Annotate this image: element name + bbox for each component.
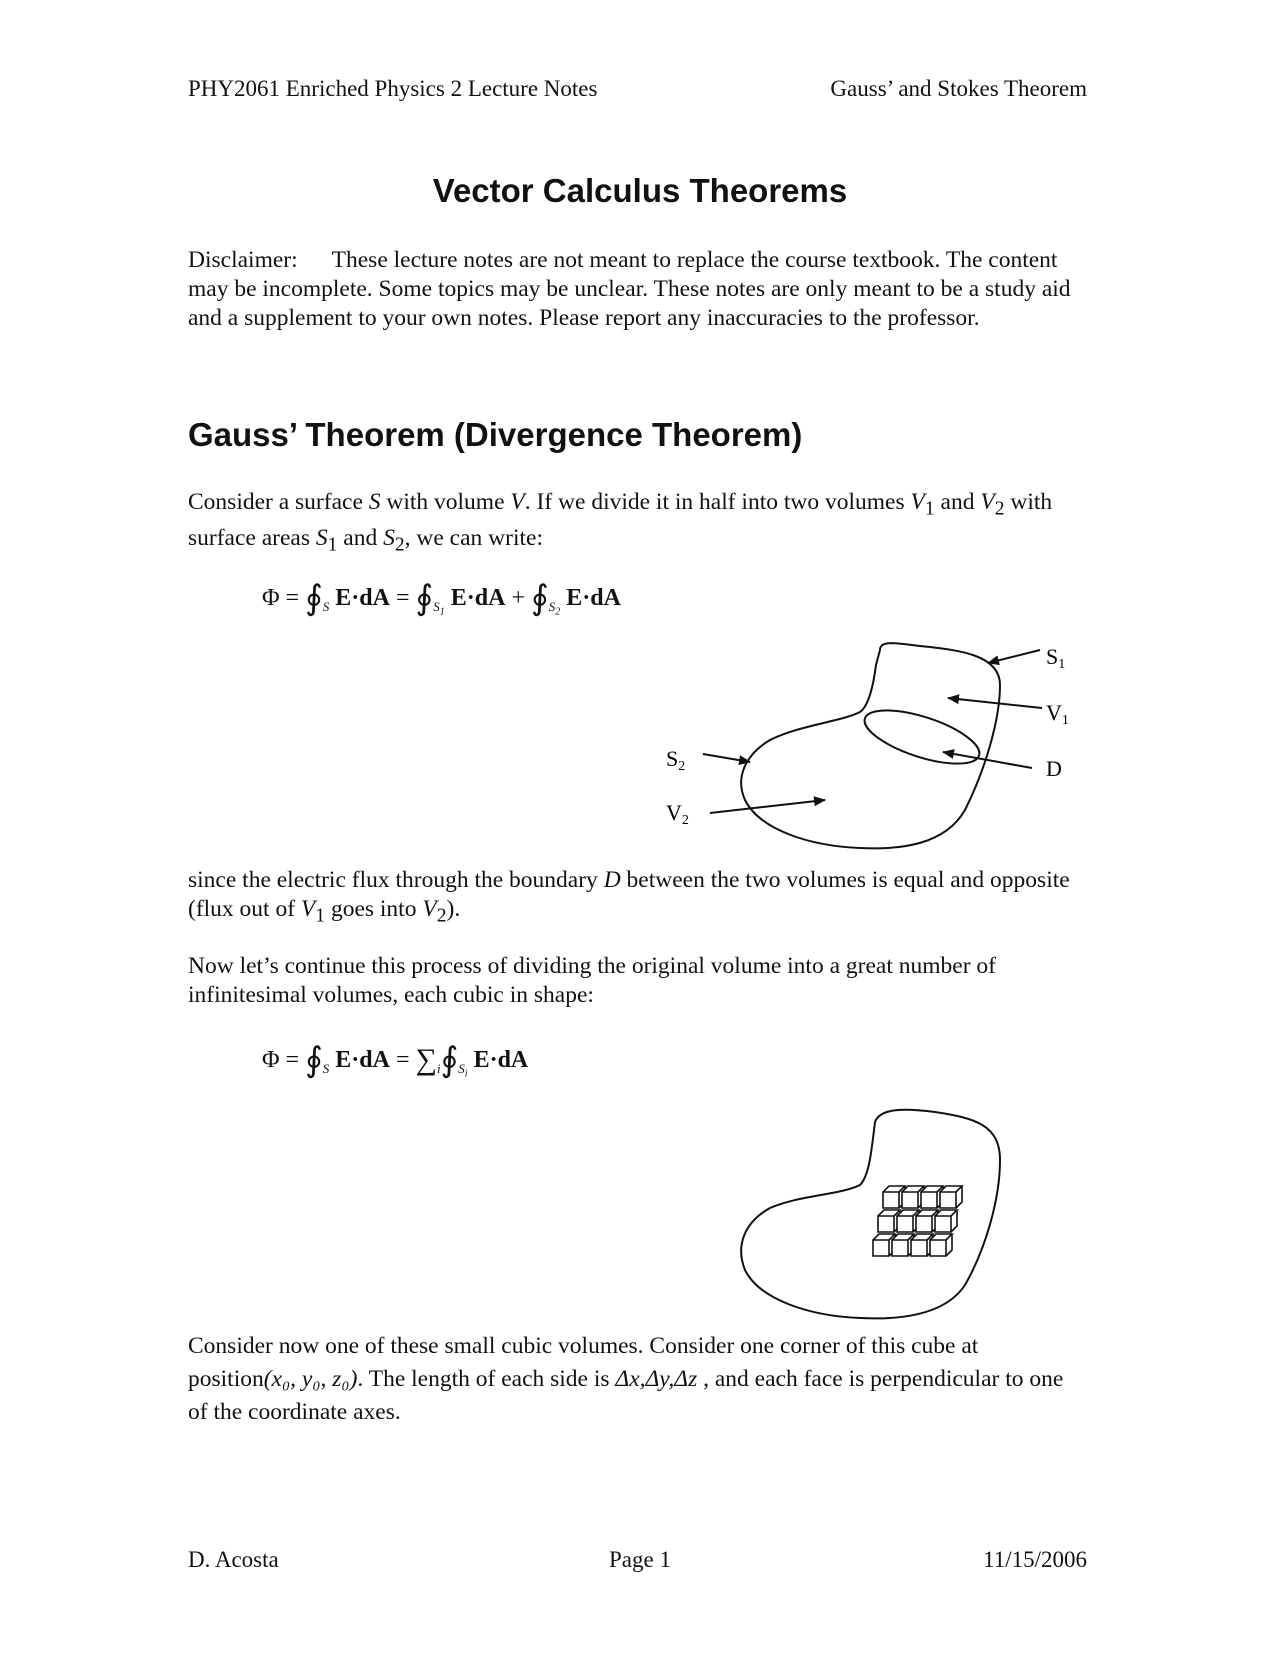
text-run: and bbox=[337, 524, 384, 551]
cube-grid bbox=[873, 1186, 962, 1256]
text-run: . The length of each side is bbox=[357, 1366, 616, 1392]
header-left: PHY2061 Enriched Physics 2 Lecture Notes bbox=[188, 76, 598, 101]
eq-sub-sub: 1 bbox=[439, 606, 445, 618]
disclaimer-text: These lecture notes are not meant to replace the course textbook. The content may be incomplete. Some topics may be unclear. These notes are only meant to be a study aid and a supplement to your own notes. Please report any inaccuracies to the professor. bbox=[188, 247, 1071, 331]
math-sub: 2 bbox=[436, 905, 447, 927]
math-sub: 2 bbox=[394, 534, 405, 556]
label-s1: S1 bbox=[1046, 644, 1066, 672]
math-var: D bbox=[603, 867, 621, 893]
eq-integrand: E·dA bbox=[335, 1047, 390, 1073]
footer-page-number: Page 1 bbox=[609, 1547, 671, 1572]
math-var: V bbox=[910, 489, 925, 515]
eq-integrand: E·dA bbox=[335, 585, 390, 611]
page-title: Vector Calculus Theorems bbox=[432, 172, 848, 209]
text-run: Consider now one of these small cubic volumes. Consider one corner of this cube at position bbox=[188, 1333, 979, 1392]
small-cube bbox=[930, 1234, 952, 1256]
label-v1: V1 bbox=[1046, 700, 1069, 728]
eq-integrand: E·dA bbox=[566, 585, 621, 611]
text-run: since the electric flux through the boundary bbox=[188, 867, 604, 893]
math-var: V bbox=[510, 489, 525, 515]
eq-sub-sub: i bbox=[464, 1068, 468, 1080]
footer-date: 11/15/2006 bbox=[983, 1547, 1087, 1572]
eq-sub: S bbox=[458, 1060, 465, 1076]
math-var: S bbox=[383, 524, 395, 551]
math-var: S bbox=[368, 489, 381, 515]
eq-sub: S bbox=[433, 598, 440, 614]
math-var: V bbox=[300, 896, 316, 922]
math-sub: 1 bbox=[327, 534, 338, 556]
text-run: Now let’s continue this process of dividing the original volume into a great number of infinitesimal volumes, each cubic in shape: bbox=[188, 953, 996, 1008]
text-run: with surface areas bbox=[188, 489, 1053, 551]
text-run: . If we divide it in half into two volumes bbox=[524, 489, 911, 515]
paragraph-cube-corner bbox=[188, 1330, 1088, 1429]
math-sub: 2 bbox=[994, 498, 1005, 520]
text-run: , we can write: bbox=[404, 524, 543, 551]
text-run: and bbox=[934, 489, 981, 515]
eq-sub: i bbox=[436, 1060, 441, 1076]
contour-integral-symbol: ∮ bbox=[305, 1042, 323, 1079]
eq-integrand: E·dA bbox=[450, 585, 506, 611]
math-var: V bbox=[980, 489, 995, 515]
text-run: Consider a surface bbox=[188, 489, 369, 515]
math-deltas: Δx,Δy,Δz bbox=[615, 1366, 698, 1392]
header-right: Gauss’ and Stokes Theorem bbox=[830, 76, 1087, 101]
section-heading: Gauss’ Theorem (Divergence Theorem) bbox=[188, 416, 803, 453]
text-run: between the two volumes is equal and opposite (flux out of bbox=[188, 867, 1070, 922]
eq-sub: S bbox=[322, 598, 330, 614]
volume-outline-2 bbox=[741, 1110, 1000, 1319]
math-var: V bbox=[422, 896, 437, 922]
eq-sub-sub: 2 bbox=[555, 606, 561, 618]
eq-phi: Φ = bbox=[262, 1047, 306, 1073]
eq-integrand: E·dA bbox=[473, 1047, 529, 1073]
disclaimer-label: Disclaimer: bbox=[188, 247, 298, 273]
math-sub: 1 bbox=[924, 498, 935, 520]
eq-sub: S bbox=[322, 1060, 330, 1076]
small-cube bbox=[935, 1210, 957, 1232]
eq-sub: S bbox=[548, 598, 556, 614]
contour-integral-symbol: ∮ bbox=[415, 580, 434, 617]
label-d: D bbox=[1046, 756, 1062, 781]
contour-integral-symbol: ∮ bbox=[305, 580, 323, 617]
contour-integral-symbol: ∮ bbox=[531, 580, 549, 617]
text-run: , and each face is perpendicular to one of the coordinate axes. bbox=[188, 1366, 1064, 1425]
eq-phi: Φ = bbox=[262, 585, 306, 611]
text-run: with volume bbox=[380, 489, 511, 515]
summation-symbol: ∑ bbox=[415, 1043, 437, 1076]
contour-integral-symbol: ∮ bbox=[440, 1042, 459, 1079]
math-position: (x₀, y₀, z₀) bbox=[263, 1366, 358, 1392]
text-run: ). bbox=[446, 896, 461, 922]
eq-equals: = bbox=[390, 585, 416, 611]
label-v2: V2 bbox=[666, 800, 689, 828]
small-cube bbox=[940, 1186, 962, 1208]
math-var: S bbox=[315, 524, 328, 551]
label-s2: S2 bbox=[666, 746, 686, 774]
math-sub: 1 bbox=[315, 905, 326, 927]
eq-equals: = bbox=[390, 1047, 416, 1073]
eq-plus: + bbox=[505, 585, 532, 611]
text-run: goes into bbox=[325, 896, 423, 922]
footer-author: D. Acosta bbox=[188, 1547, 279, 1572]
